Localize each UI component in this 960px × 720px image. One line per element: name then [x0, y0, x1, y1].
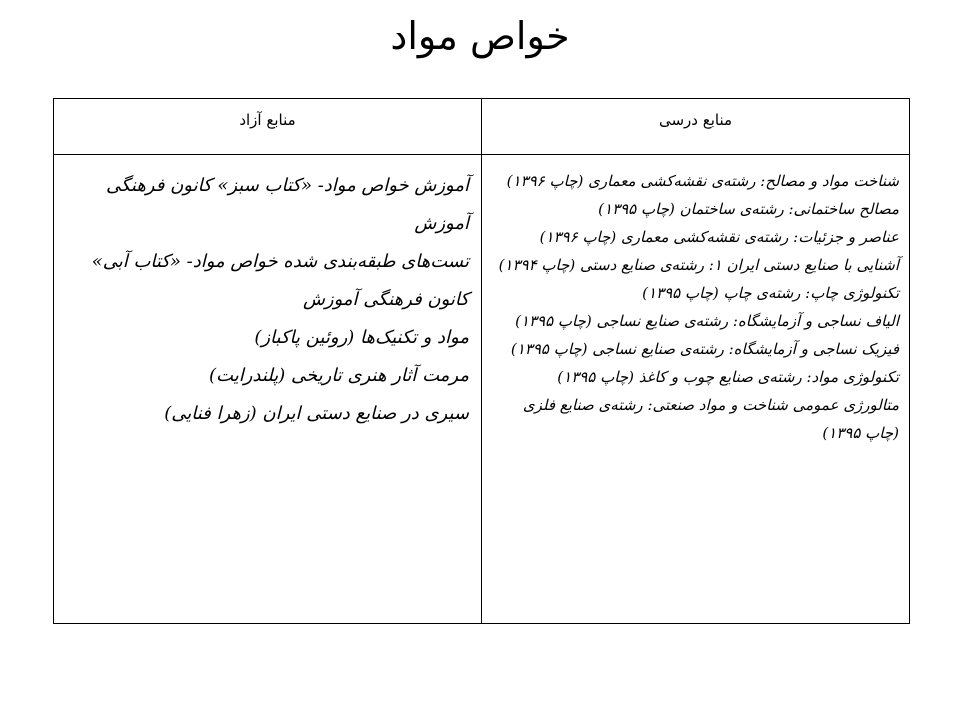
list-item: فیزیک نساجی و آزمایشگاه: رشته‌ی صنایع نساجی (چاپ ۱۳۹۵) [510, 340, 899, 358]
textbook-sources-list [482, 155, 909, 447]
list-item: سیری در صنایع دستی ایران (زهرا فنایی) [164, 403, 469, 424]
list-item: تکنولوژی مواد: رشته‌ی صنایع چوب و کاغذ (چاپ ۱۳۹۵) [557, 368, 899, 386]
free-sources-list [54, 155, 481, 433]
list-item: تکنولوژی چاپ: رشته‌ی چاپ (چاپ ۱۳۹۵) [642, 284, 899, 302]
header-textbook-sources: منابع درسی [482, 99, 910, 155]
list-item: تست‌های طبقه‌بندی شده خواص مواد- «کتاب آبی» کانون فرهنگی آموزش [91, 251, 469, 310]
header-free-sources: منابع آزاد [54, 99, 482, 155]
list-item: عناصر و جزئیات: رشته‌ی نقشه‌کشی معماری (چاپ ۱۳۹۶) [539, 228, 899, 246]
page-title: خواص مواد [390, 14, 570, 58]
list-item: مصالح ساختمانی: رشته‌ی ساختمان (چاپ ۱۳۹۵) [598, 200, 899, 218]
textbook-sources-cell [482, 155, 910, 624]
table-body-row [54, 155, 910, 624]
list-item: شناخت مواد و مصالح: رشته‌ی نقشه‌کشی معماری (چاپ ۱۳۹۶) [506, 172, 899, 190]
list-item: آموزش خواص مواد- «کتاب سبز» کانون فرهنگی آموزش [105, 175, 469, 234]
list-item: مواد و تکنیک‌ها (روئین پاکباز) [254, 327, 469, 348]
free-sources-cell [54, 155, 482, 624]
list-item: متالورژی عمومی شناخت و مواد صنعتی: رشته‌ی صنایع فلزی (چاپ ۱۳۹۵) [522, 396, 899, 442]
list-item: مرمت آثار هنری تاریخی (پلندرایت) [209, 365, 469, 386]
list-item: آشنایی با صنایع دستی ایران ۱: رشته‌ی صنایع دستی (چاپ ۱۳۹۴) [498, 256, 899, 274]
list-item: الیاف نساجی و آزمایشگاه: رشته‌ی صنایع نساجی (چاپ ۱۳۹۵) [515, 312, 899, 330]
sources-table [53, 98, 910, 624]
table-header-row [54, 99, 910, 155]
